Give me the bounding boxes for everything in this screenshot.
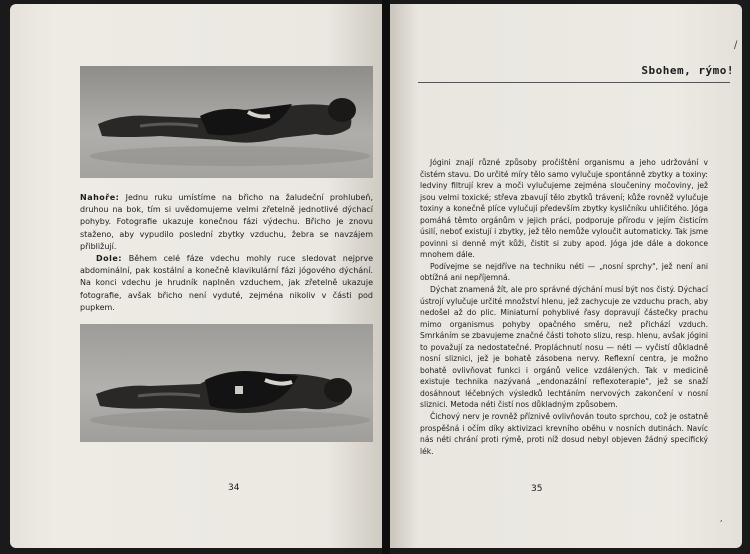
photo-exhale bbox=[80, 66, 373, 178]
caption-top-label: Nahoře: bbox=[80, 193, 120, 202]
reclining-figure-illustration bbox=[80, 324, 373, 442]
reclining-figure-illustration bbox=[80, 66, 373, 178]
body-text bbox=[420, 157, 708, 457]
caption-top-text: Jednu ruku umístíme na břicho na žaludeční prohlubeň, druhou na bok, tím si uvědomujeme velmi zřetelně jednotlivé dýchací pohyby. Fotografie ukazuje konečnou fázi výdechu. Břicho je znovu staženo, aby vypudilo poslední zbytky vzduchu, žebra se navzájem přibližují. bbox=[80, 193, 373, 251]
paragraph: Dýchat znamená žít, ale pro správné dýchání musí být nos čistý. Dýchací ústrojí vylučuje určité množství hlenu, jež zachycuje ze vzduchu prach, aby nedošel až do plic. Miniaturní pohyblivé řasy dopravují částečky prachu mimo organismus pohyby opačného směru, než přichází vzduch. Smrkáním se zbavujeme značné části tohoto slizu, resp. hlenu, avšak jógini to považují za nedostatečné. Propláchnutí nosu — néti — vyčistí důkladně nosní sliznici, jež je bohatě zásobena nervy. Reflexní centra, je možno bohatě ovlivňovat funkci i orgánů velice vzdálených. Tak v medicině existuje technika nazývaná „endonazální reflexoterapie", jež se snaží dosáhnout léčebných výsledků lechtáním nervových zakončení v nosní sliznici. Metoda néti čistí nos důkladným způsobem. bbox=[420, 285, 708, 410]
photo-caption bbox=[80, 192, 373, 314]
paragraph: Jógini znají různé způsoby pročištění organismu a jeho udržování v čistém stavu. Do určité míry tělo samo vylučuje spontánně zbytky a toxiny: ledviny filtrují krev a moči vylučujeme zejména sloučeniny močoviny, jež jsou velmi toxické; střeva zbavují tělo zbytků trávení; kůže rovněž vylučuje toxiny a konečně plíce vylučují především zbytky kysličníku uhličitého. Jóga pomáhá těmto orgánům v jejich práci, podporuje přírodu v jejím čisticím úsilí, neboť existují i zbytky, jež tělo nemůže vyloučit automaticky. Tak jsme povinni si denně mýt kůži, čistit si zuby apod. Jóga jde dále a dokonce mnohem dále. bbox=[420, 158, 708, 260]
caption-bottom bbox=[80, 253, 373, 314]
header-rule bbox=[418, 82, 730, 83]
photo-inhale bbox=[80, 324, 373, 442]
caption-top bbox=[80, 192, 373, 253]
page-number-right: 35 bbox=[531, 484, 543, 494]
paragraph: Čichový nerv je rovněž příznivě ovlivňován touto sprchou, což je ostatně prospěšná i očím díky aktivizaci krevního oběhu v nosních dutinách. Navíc nás néti chrání proti rýmě, proti níž dosud nebyl objeven žádný specifický lék. bbox=[420, 412, 708, 456]
book-gutter bbox=[382, 0, 390, 554]
paragraph: Podívejme se nejdříve na techniku néti — „nosní sprchy", jež není ani obtížná ani nepříjemná. bbox=[420, 261, 708, 283]
pencil-mark: / bbox=[734, 40, 738, 51]
caption-bottom-text: Během celé fáze vdechu mohly ruce sledovat nejprve abdominální, pak kostální a konečně klavikulární fázi jógového dýchání. Na konci vdechu je hrudník naplněn vzduchem, jak zřetelně ukazuje fotografie, avšak břicho není vyduté, zejména nikoliv v části pod pupkem. bbox=[80, 254, 374, 312]
caption-bottom-label: Dole: bbox=[96, 254, 123, 264]
pencil-mark: , bbox=[720, 514, 723, 523]
running-head: Sbohem, rýmo! bbox=[641, 64, 734, 77]
page-number-left: 34 bbox=[228, 483, 240, 493]
